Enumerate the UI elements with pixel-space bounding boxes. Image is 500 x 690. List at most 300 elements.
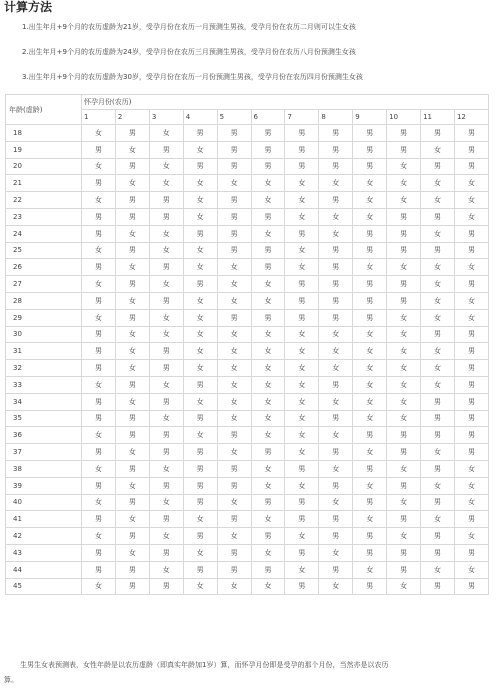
age-cell: 27 (6, 276, 82, 293)
gender-cell: 女 (217, 343, 251, 360)
gender-cell: 女 (387, 578, 421, 595)
gender-cell: 女 (82, 528, 116, 545)
gender-cell: 女 (149, 410, 183, 427)
gender-cell: 女 (183, 259, 217, 276)
table-row (6, 477, 489, 494)
month-header-4: 4 (183, 110, 217, 125)
gender-cell: 男 (421, 410, 455, 427)
gender-cell: 男 (387, 477, 421, 494)
gender-cell: 男 (454, 276, 488, 293)
gender-cell: 女 (149, 309, 183, 326)
gender-cell: 男 (217, 511, 251, 528)
gender-cell: 女 (387, 309, 421, 326)
gender-cell: 男 (82, 410, 116, 427)
gender-cell: 女 (454, 477, 488, 494)
gender-cell: 女 (454, 259, 488, 276)
table-row (6, 158, 489, 175)
gender-cell: 男 (115, 561, 149, 578)
gender-cell: 女 (115, 225, 149, 242)
table-row (6, 175, 489, 192)
gender-cell: 女 (421, 477, 455, 494)
gender-cell: 男 (115, 192, 149, 209)
gender-cell: 女 (82, 242, 116, 259)
gender-cell: 男 (149, 578, 183, 595)
gender-cell: 男 (285, 276, 319, 293)
gender-cell: 男 (353, 125, 387, 142)
gender-cell: 男 (183, 158, 217, 175)
gender-cell: 女 (421, 225, 455, 242)
gender-cell: 女 (115, 393, 149, 410)
gender-cell: 女 (115, 360, 149, 377)
gender-cell: 女 (217, 259, 251, 276)
gender-cell: 男 (285, 292, 319, 309)
gender-cell: 女 (353, 561, 387, 578)
table-row (6, 444, 489, 461)
age-cell: 29 (6, 309, 82, 326)
age-cell: 37 (6, 444, 82, 461)
gender-cell: 女 (217, 444, 251, 461)
month-header-5: 5 (217, 110, 251, 125)
gender-cell: 女 (82, 276, 116, 293)
gender-cell: 女 (217, 276, 251, 293)
gender-cell: 男 (353, 141, 387, 158)
gender-cell: 男 (387, 292, 421, 309)
gender-cell: 女 (387, 410, 421, 427)
gender-cell: 女 (421, 292, 455, 309)
gender-cell: 男 (285, 578, 319, 595)
gender-cell: 男 (454, 393, 488, 410)
gender-cell: 男 (149, 141, 183, 158)
gender-cell: 女 (217, 528, 251, 545)
gender-cell: 女 (149, 125, 183, 142)
gender-cell: 女 (387, 460, 421, 477)
gender-cell: 女 (319, 494, 353, 511)
gender-cell: 男 (251, 242, 285, 259)
gender-cell: 男 (183, 125, 217, 142)
gender-cell: 女 (251, 343, 285, 360)
page-title: 计算方法 (4, 0, 53, 14)
age-cell: 26 (6, 259, 82, 276)
gender-cell: 女 (285, 376, 319, 393)
gender-cell: 女 (285, 561, 319, 578)
gender-cell: 女 (353, 343, 387, 360)
gender-cell: 男 (115, 494, 149, 511)
gender-cell: 女 (285, 528, 319, 545)
gender-cell: 男 (454, 158, 488, 175)
gender-cell: 女 (217, 578, 251, 595)
month-header-3: 3 (149, 110, 183, 125)
table-row (6, 125, 489, 142)
gender-cell: 女 (149, 561, 183, 578)
gender-cell: 男 (319, 259, 353, 276)
gender-cell: 男 (149, 393, 183, 410)
gender-cell: 男 (454, 444, 488, 461)
gender-cell: 女 (353, 175, 387, 192)
month-header-12: 12 (454, 110, 488, 125)
gender-cell: 男 (454, 141, 488, 158)
gender-cell: 男 (353, 427, 387, 444)
gender-cell: 女 (217, 292, 251, 309)
gender-cell: 男 (183, 477, 217, 494)
gender-cell: 女 (149, 175, 183, 192)
table-row (6, 544, 489, 561)
gender-prediction-table (5, 94, 489, 595)
gender-cell: 女 (217, 393, 251, 410)
gender-cell: 男 (285, 225, 319, 242)
gender-cell: 女 (353, 393, 387, 410)
gender-cell: 女 (217, 410, 251, 427)
gender-cell: 女 (319, 360, 353, 377)
age-cell: 23 (6, 208, 82, 225)
gender-cell: 女 (82, 309, 116, 326)
gender-cell: 男 (82, 175, 116, 192)
gender-cell: 女 (149, 494, 183, 511)
gender-cell: 男 (319, 511, 353, 528)
gender-cell: 男 (183, 410, 217, 427)
gender-cell: 男 (319, 561, 353, 578)
gender-cell: 女 (454, 208, 488, 225)
gender-cell: 男 (285, 125, 319, 142)
gender-cell: 女 (421, 561, 455, 578)
gender-cell: 女 (183, 208, 217, 225)
gender-cell: 女 (421, 444, 455, 461)
month-header-2: 2 (115, 110, 149, 125)
gender-cell: 男 (251, 141, 285, 158)
gender-cell: 男 (454, 427, 488, 444)
table-row (6, 511, 489, 528)
gender-cell: 女 (387, 360, 421, 377)
gender-cell: 男 (115, 528, 149, 545)
gender-cell: 女 (115, 141, 149, 158)
gender-cell: 男 (82, 393, 116, 410)
gender-cell: 男 (82, 208, 116, 225)
gender-cell: 女 (454, 309, 488, 326)
gender-cell: 男 (217, 309, 251, 326)
gender-cell: 女 (217, 494, 251, 511)
gender-cell: 男 (353, 309, 387, 326)
gender-cell: 女 (82, 158, 116, 175)
gender-cell: 男 (285, 460, 319, 477)
gender-cell: 男 (387, 561, 421, 578)
gender-cell: 男 (115, 125, 149, 142)
gender-cell: 男 (421, 494, 455, 511)
gender-cell: 男 (183, 528, 217, 545)
gender-cell: 男 (421, 125, 455, 142)
table-row (6, 326, 489, 343)
gender-cell: 男 (217, 208, 251, 225)
gender-cell: 男 (149, 208, 183, 225)
gender-cell: 女 (319, 326, 353, 343)
gender-cell: 女 (387, 494, 421, 511)
gender-cell: 女 (251, 410, 285, 427)
gender-cell: 女 (251, 511, 285, 528)
age-cell: 33 (6, 376, 82, 393)
gender-cell: 男 (251, 309, 285, 326)
gender-cell: 女 (82, 578, 116, 595)
age-cell: 40 (6, 494, 82, 511)
gender-cell: 女 (285, 326, 319, 343)
gender-cell: 女 (454, 494, 488, 511)
gender-cell: 男 (82, 343, 116, 360)
gender-cell: 男 (115, 309, 149, 326)
gender-cell: 男 (82, 326, 116, 343)
table-row (6, 242, 489, 259)
age-cell: 24 (6, 225, 82, 242)
table-row (6, 460, 489, 477)
gender-cell: 男 (285, 141, 319, 158)
gender-cell: 男 (319, 292, 353, 309)
gender-cell: 女 (183, 141, 217, 158)
gender-cell: 男 (421, 544, 455, 561)
gender-cell: 男 (217, 427, 251, 444)
gender-cell: 女 (251, 292, 285, 309)
gender-cell: 男 (115, 460, 149, 477)
age-cell: 44 (6, 561, 82, 578)
gender-cell: 女 (285, 242, 319, 259)
gender-cell: 男 (387, 444, 421, 461)
gender-cell: 女 (115, 477, 149, 494)
gender-cell: 女 (421, 175, 455, 192)
gender-cell: 男 (217, 477, 251, 494)
gender-cell: 女 (115, 175, 149, 192)
table-row (6, 494, 489, 511)
gender-cell: 女 (353, 259, 387, 276)
gender-cell: 男 (115, 158, 149, 175)
gender-cell: 男 (82, 360, 116, 377)
gender-cell: 女 (183, 427, 217, 444)
gender-cell: 男 (251, 158, 285, 175)
gender-cell: 女 (421, 511, 455, 528)
gender-cell: 男 (183, 225, 217, 242)
table-header-row (6, 95, 489, 110)
gender-cell: 女 (183, 326, 217, 343)
gender-cell: 女 (387, 343, 421, 360)
gender-cell: 男 (454, 578, 488, 595)
gender-cell: 男 (454, 511, 488, 528)
gender-cell: 女 (217, 175, 251, 192)
gender-cell: 男 (454, 360, 488, 377)
gender-cell: 男 (353, 292, 387, 309)
footer-note (4, 658, 496, 688)
gender-cell: 女 (149, 225, 183, 242)
month-header-10: 10 (387, 110, 421, 125)
gender-cell: 女 (183, 343, 217, 360)
gender-cell: 女 (149, 528, 183, 545)
gender-cell: 女 (115, 444, 149, 461)
gender-cell: 男 (217, 125, 251, 142)
gender-cell: 女 (183, 511, 217, 528)
gender-cell: 男 (115, 376, 149, 393)
gender-cell: 女 (183, 242, 217, 259)
gender-cell: 女 (319, 175, 353, 192)
gender-cell: 女 (251, 460, 285, 477)
age-cell: 25 (6, 242, 82, 259)
gender-cell: 女 (285, 208, 319, 225)
age-cell: 45 (6, 578, 82, 595)
gender-cell: 男 (115, 242, 149, 259)
gender-cell: 男 (251, 444, 285, 461)
age-cell: 38 (6, 460, 82, 477)
gender-cell: 女 (421, 376, 455, 393)
table-row (6, 343, 489, 360)
gender-cell: 男 (319, 192, 353, 209)
gender-cell: 女 (454, 192, 488, 209)
gender-cell: 女 (285, 477, 319, 494)
gender-cell: 男 (285, 494, 319, 511)
gender-cell: 男 (319, 376, 353, 393)
gender-cell: 男 (285, 309, 319, 326)
gender-cell: 男 (82, 259, 116, 276)
gender-cell: 男 (217, 192, 251, 209)
gender-cell: 男 (387, 276, 421, 293)
gender-cell: 女 (421, 192, 455, 209)
gender-cell: 女 (319, 578, 353, 595)
gender-cell: 女 (183, 309, 217, 326)
gender-cell: 男 (183, 276, 217, 293)
table-row (6, 578, 489, 595)
gender-cell: 女 (115, 511, 149, 528)
gender-cell: 男 (319, 309, 353, 326)
gender-cell: 男 (421, 208, 455, 225)
gender-cell: 女 (319, 208, 353, 225)
table-row (6, 276, 489, 293)
gender-cell: 男 (82, 225, 116, 242)
gender-cell: 男 (454, 326, 488, 343)
gender-cell: 男 (319, 141, 353, 158)
gender-cell: 男 (421, 326, 455, 343)
gender-cell: 女 (421, 309, 455, 326)
gender-cell: 女 (183, 292, 217, 309)
gender-cell: 男 (319, 410, 353, 427)
gender-cell: 男 (353, 276, 387, 293)
gender-cell: 女 (183, 544, 217, 561)
gender-cell: 男 (115, 208, 149, 225)
gender-cell: 女 (251, 578, 285, 595)
gender-cell: 男 (149, 343, 183, 360)
gender-cell: 女 (183, 360, 217, 377)
gender-cell: 女 (183, 175, 217, 192)
gender-cell: 男 (115, 427, 149, 444)
gender-cell: 男 (82, 444, 116, 461)
age-column-header: 年龄(虚龄) (6, 95, 82, 125)
gender-cell: 女 (115, 343, 149, 360)
gender-cell: 女 (149, 242, 183, 259)
gender-cell: 女 (285, 410, 319, 427)
gender-cell: 男 (285, 544, 319, 561)
age-cell: 30 (6, 326, 82, 343)
gender-cell: 女 (285, 444, 319, 461)
gender-cell: 女 (353, 208, 387, 225)
age-cell: 18 (6, 125, 82, 142)
gender-cell: 女 (285, 360, 319, 377)
gender-cell: 男 (183, 444, 217, 461)
gender-cell: 女 (387, 259, 421, 276)
gender-cell: 男 (387, 125, 421, 142)
age-cell: 42 (6, 528, 82, 545)
method-paragraph-1: 1.出生年月+9个月的农历虚龄为21岁，受孕月份在农历一月预测生男孩，受孕月份在农历二月则可以生女孩 (22, 23, 356, 31)
gender-cell: 女 (149, 158, 183, 175)
gender-cell: 男 (353, 242, 387, 259)
age-cell: 31 (6, 343, 82, 360)
month-header-1: 1 (82, 110, 116, 125)
gender-cell: 男 (251, 528, 285, 545)
gender-cell: 女 (319, 393, 353, 410)
gender-cell: 女 (285, 393, 319, 410)
gender-cell: 男 (454, 242, 488, 259)
table-row (6, 376, 489, 393)
gender-cell: 女 (251, 477, 285, 494)
gender-cell: 男 (387, 208, 421, 225)
gender-cell: 男 (149, 477, 183, 494)
gender-cell: 女 (217, 326, 251, 343)
gender-cell: 男 (115, 578, 149, 595)
gender-cell: 男 (421, 528, 455, 545)
table-row (6, 561, 489, 578)
gender-cell: 女 (251, 393, 285, 410)
gender-cell: 女 (251, 175, 285, 192)
gender-cell: 女 (454, 460, 488, 477)
gender-cell: 女 (319, 427, 353, 444)
month-header-8: 8 (319, 110, 353, 125)
gender-cell: 女 (82, 125, 116, 142)
gender-cell: 男 (387, 511, 421, 528)
gender-cell: 女 (421, 141, 455, 158)
gender-cell: 女 (251, 427, 285, 444)
gender-cell: 男 (183, 494, 217, 511)
gender-cell: 男 (82, 292, 116, 309)
table-row (6, 360, 489, 377)
gender-cell: 女 (387, 528, 421, 545)
gender-cell: 男 (319, 242, 353, 259)
gender-cell: 男 (421, 460, 455, 477)
gender-cell: 男 (82, 141, 116, 158)
gender-cell: 男 (183, 561, 217, 578)
age-cell: 21 (6, 175, 82, 192)
gender-cell: 女 (285, 343, 319, 360)
gender-cell: 男 (421, 158, 455, 175)
gender-cell: 女 (82, 460, 116, 477)
gender-cell: 男 (82, 511, 116, 528)
age-cell: 36 (6, 427, 82, 444)
gender-cell: 女 (421, 343, 455, 360)
gender-cell: 女 (149, 460, 183, 477)
table-row (6, 410, 489, 427)
gender-cell: 男 (454, 125, 488, 142)
month-header-9: 9 (353, 110, 387, 125)
gender-cell: 女 (319, 544, 353, 561)
gender-cell: 女 (454, 292, 488, 309)
gender-cell: 女 (353, 511, 387, 528)
gender-cell: 女 (353, 192, 387, 209)
gender-cell: 女 (285, 427, 319, 444)
gender-cell: 男 (217, 561, 251, 578)
gender-cell: 男 (251, 125, 285, 142)
gender-cell: 男 (353, 578, 387, 595)
gender-cell: 女 (421, 360, 455, 377)
age-cell: 22 (6, 192, 82, 209)
gender-cell: 女 (319, 460, 353, 477)
gender-cell: 女 (285, 259, 319, 276)
age-cell: 43 (6, 544, 82, 561)
gender-cell: 女 (217, 376, 251, 393)
gender-cell: 女 (353, 477, 387, 494)
gender-cell: 男 (454, 225, 488, 242)
gender-cell: 女 (421, 259, 455, 276)
gender-cell: 女 (319, 343, 353, 360)
gender-cell: 男 (319, 125, 353, 142)
age-cell: 19 (6, 141, 82, 158)
gender-cell: 女 (149, 326, 183, 343)
